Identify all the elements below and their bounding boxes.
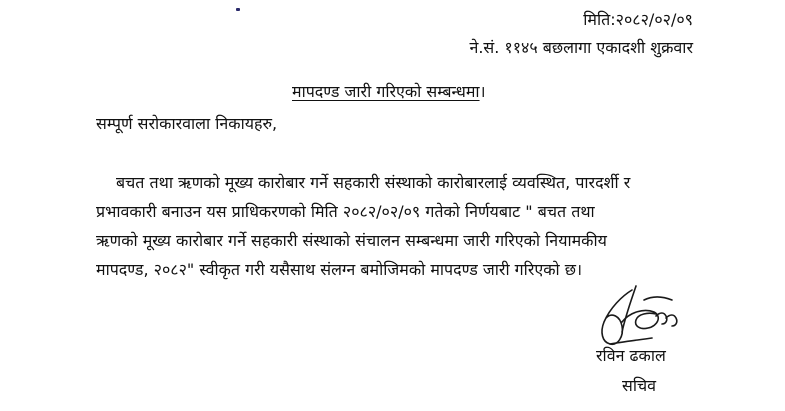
body-paragraph	[96, 168, 694, 284]
signer-title: सचिव	[622, 376, 657, 395]
body-line: मापदण्ड, २०८२" स्वीकृत गरी यसैसाथ संलग्न बमोजिमको मापदण्ड जारी गरिएको छ।	[96, 260, 583, 279]
body-line: प्रभावकारी बनाउन यस प्राधिकरणको मिति २०८२/०२/०९ गतेको निर्णयबाट " बचत तथा	[96, 202, 595, 221]
issue-date: मिति:२०८२/०२/०९	[583, 10, 693, 29]
salutation: सम्पूर्ण सरोकारवाला निकायहरु,	[96, 114, 278, 133]
nepal-sambat-date: ने.सं. ११४५ बछलागा एकादशी शुक्रवार	[469, 38, 693, 57]
body-line: बचत तथा ऋणको मूख्य कारोबार गर्ने सहकारी संस्थाको कारोबारलाई व्यवस्थित, पारदर्शी र	[116, 173, 631, 192]
subject-terminator: ।	[479, 82, 486, 101]
body-line: ऋणको मूख्य कारोबार गर्ने सहकारी संस्थाको संचालन सम्बन्धमा जारी गरिएको नियामकीय	[96, 231, 607, 250]
handwritten-signature	[592, 282, 702, 352]
subject-line	[292, 80, 486, 102]
subject-text: मापदण्ड जारी गरिएको सम्बन्धमा	[292, 82, 480, 101]
signer-name: रविन ढकाल	[596, 346, 666, 365]
ink-speck	[236, 8, 240, 11]
